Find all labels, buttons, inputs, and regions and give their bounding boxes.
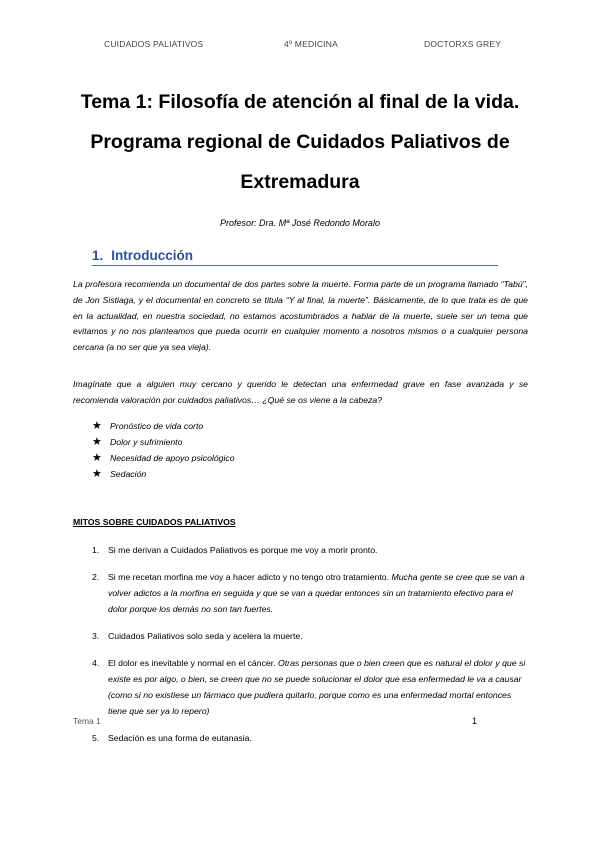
professor: Profesor: Dra. Mª José Redondo Moralo [220,218,380,228]
footer-left: Tema 1 [73,716,101,726]
list-item [92,434,235,450]
list-item [92,450,235,466]
star-icon: ★ [92,468,102,480]
star-icon: ★ [92,420,102,432]
list-item-text: Necesidad de apoyo psicológico [110,453,235,463]
myth-item [92,628,528,644]
title-line-1: Tema 1: Filosofía de atención al final de la vida. [80,91,520,113]
myth-item [92,655,528,719]
list-item [92,466,235,482]
list-item-text: Dolor y sufrimiento [110,437,183,447]
title-line-2: Programa regional de Cuidados Paliativos de [90,131,510,153]
myth-number: 4. [92,658,100,668]
myth-number: 2. [92,572,100,582]
myth-note: Mucha gente se cree que se van a volver adictos a la morfina en seguida y que se van a quedar entonces sin un tratamiento efectivo para el dolor porque los demás no son tan fuertes. [108,572,525,614]
myths-heading: MITOS SOBRE CUIDADOS PALIATIVOS [73,517,236,527]
myth-text: Si me derivan a Cuidados Paliativos es porque me voy a morir pronto. [108,545,378,555]
section-heading [92,248,498,266]
header-center: 4º MEDICINA [284,39,338,49]
myth-number: 5. [92,733,100,743]
myth-text: Si me recetan morfina me voy a hacer adicto y no tengo otro tratamiento. [108,572,390,582]
star-icon: ★ [92,452,102,464]
star-list [92,418,235,482]
header-right: DOCTORXS GREY [424,39,502,49]
page-title [60,82,540,202]
myth-number: 3. [92,631,100,641]
header-left: CUIDADOS PALIATIVOS [104,39,204,49]
intro-paragraph: La profesora recomienda un documental de dos partes sobre la muerte. Forma parte de un programa llamado “Tabú”, de Jon Sistiaga, y el documental en concreto se titula “Y al final, la muerte”. Básicamente, de lo que trata es de que en la actualidad, en nuestra sociedad, no estamos acostumbrados a hablar de la muerte, suele ser un tema que evitamos y no nos planteamos que pueda ocurrir en cualquier momento a nosotros mismos o a cualquier persona cercana (a no ser que ya sea vieja). [73,279,528,353]
myth-item [92,542,528,558]
question-paragraph: Imagínate que a alguien muy cercano y querido le detectan una enfermedad grave en fase avanzada y se recomienda valoración por cuidados paliativos… ¿Qué se os viene a la cabeza? [73,379,528,405]
myth-item [92,730,528,746]
list-item-text: Pronóstico de vida corto [110,421,204,431]
page-number: 1 [472,716,478,726]
myth-text: Sedación es una forma de eutanasia. [108,733,252,743]
section-number: 1. [92,248,104,263]
myths-list [92,542,528,757]
list-item [92,418,235,434]
myth-number: 1. [92,545,100,555]
myth-item [92,569,528,617]
star-icon: ★ [92,436,102,448]
list-item-text: Sedación [110,469,147,479]
myth-note: Otras personas que o bien creen que es natural el dolor y que si existe es por algo, o bien, se creen que no se puede solucionar el dolor que esa enfermedad le va a causar (como si no existiese un fármaco que pudiera quitarlo, porque como es una enfermedad mortal entonces tiene que ser ya lo repero) [108,658,526,716]
section-title: Introducción [111,248,194,263]
myth-text: Cuidados Paliativos solo seda y acelera la muerte. [108,631,303,641]
myth-text: El dolor es inevitable y normal en el cáncer. [108,658,276,668]
title-line-3: Extremadura [240,171,360,193]
